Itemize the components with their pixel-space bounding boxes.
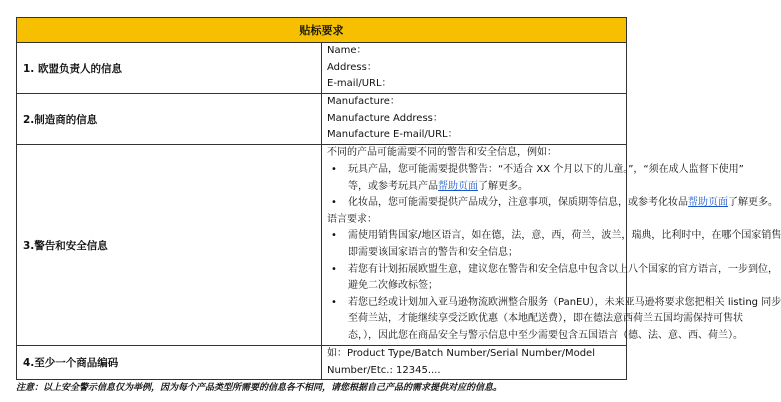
row-value-eu-responsible [322, 43, 627, 94]
row-label-product-code: 4.至少一个商品编码 [17, 346, 322, 380]
cosmetics-text-end: 了解更多。 [728, 197, 778, 209]
bullet-language-1-continued: 即需要该国家语言的警告和安全信息； [348, 247, 518, 258]
manufacture-line: Manufacture： [327, 96, 400, 108]
address-line: Address： [327, 61, 377, 73]
bullet-toy: • 玩具产品，您可能需要提供警告：“不适合 XX 个月以下的儿童。”，“须在成人监督下使用” [327, 162, 626, 179]
cosmetics-help-page-link[interactable]: 帮助页面 [688, 197, 728, 209]
manufacture-address-line: Manufacture Address： [327, 112, 443, 124]
row-label-safety: 3.警告和安全信息 [17, 145, 322, 346]
bullet-language-2-continued: 避免二次修改标签； [348, 280, 438, 292]
bullet-language-3: • 若您已经或计划加入亚马逊物流欧洲整合服务（PanEU），未来亚马逊将要求您把相关 listing 同步 [327, 295, 626, 312]
language-heading: 语言要求： [327, 213, 377, 225]
bullet-toy-continued [327, 179, 626, 196]
toy-help-page-link[interactable]: 帮助页面 [438, 180, 478, 192]
row-label-manufacturer: 2.制造商的信息 [17, 94, 322, 145]
footnote: 注意：以上安全警示信息仅为举例，因为每个产品类型所需要的信息各不相同，请您根据自己产品的需求提供对应的信息。 [16, 383, 503, 393]
email-line: E-mail/URL： [327, 78, 392, 90]
table-title: 贴标要求 [17, 18, 627, 43]
toy-text: 等，或参考玩具产品 [348, 180, 438, 192]
row-value-safety [322, 145, 781, 346]
manufacture-email-line: Manufacture E-mail/URL： [327, 129, 458, 141]
bullet-language-2: • 若您有计划拓展欧盟生意，建议您在警告和安全信息中包含以上八个国家的官方语言，一步到位， [327, 262, 626, 279]
name-line: Name： [327, 45, 367, 57]
cosmetics-text: 化妆品，您可能需要提供产品成分，注意事项，保质期等信息，或参考化妆品 [348, 197, 688, 209]
bullet-language-3-continued: 至荷兰站，才能继续享受泛欧优惠（本地配送费），即在德法意西荷兰五国均需保持可售状 [348, 313, 743, 325]
row-value-product-code: 如：Product Type/Batch Number/Serial Number/Model Number/Etc.: 12345.... [322, 346, 627, 380]
safety-intro: 不同的产品可能需要不同的警告和安全信息，例如： [327, 147, 557, 159]
bullet-language-3-continued-2: 态，），因此您在商品安全与警示信息中至少需要包含五国语言（德、法、意、西、荷兰）。 [348, 329, 743, 341]
bullet-language-1: • 需使用销售国家/地区语言，如在德，法，意，西，荷兰，波兰，瑞典，比利时中，在哪个国家销售 [327, 228, 626, 245]
label-requirements-table [16, 17, 781, 380]
toy-text-end: 了解更多。 [478, 180, 528, 192]
row-value-manufacturer [322, 94, 627, 145]
row-label-eu-responsible: 1. 欧盟负责人的信息 [17, 43, 322, 94]
bullet-cosmetics [327, 195, 778, 212]
